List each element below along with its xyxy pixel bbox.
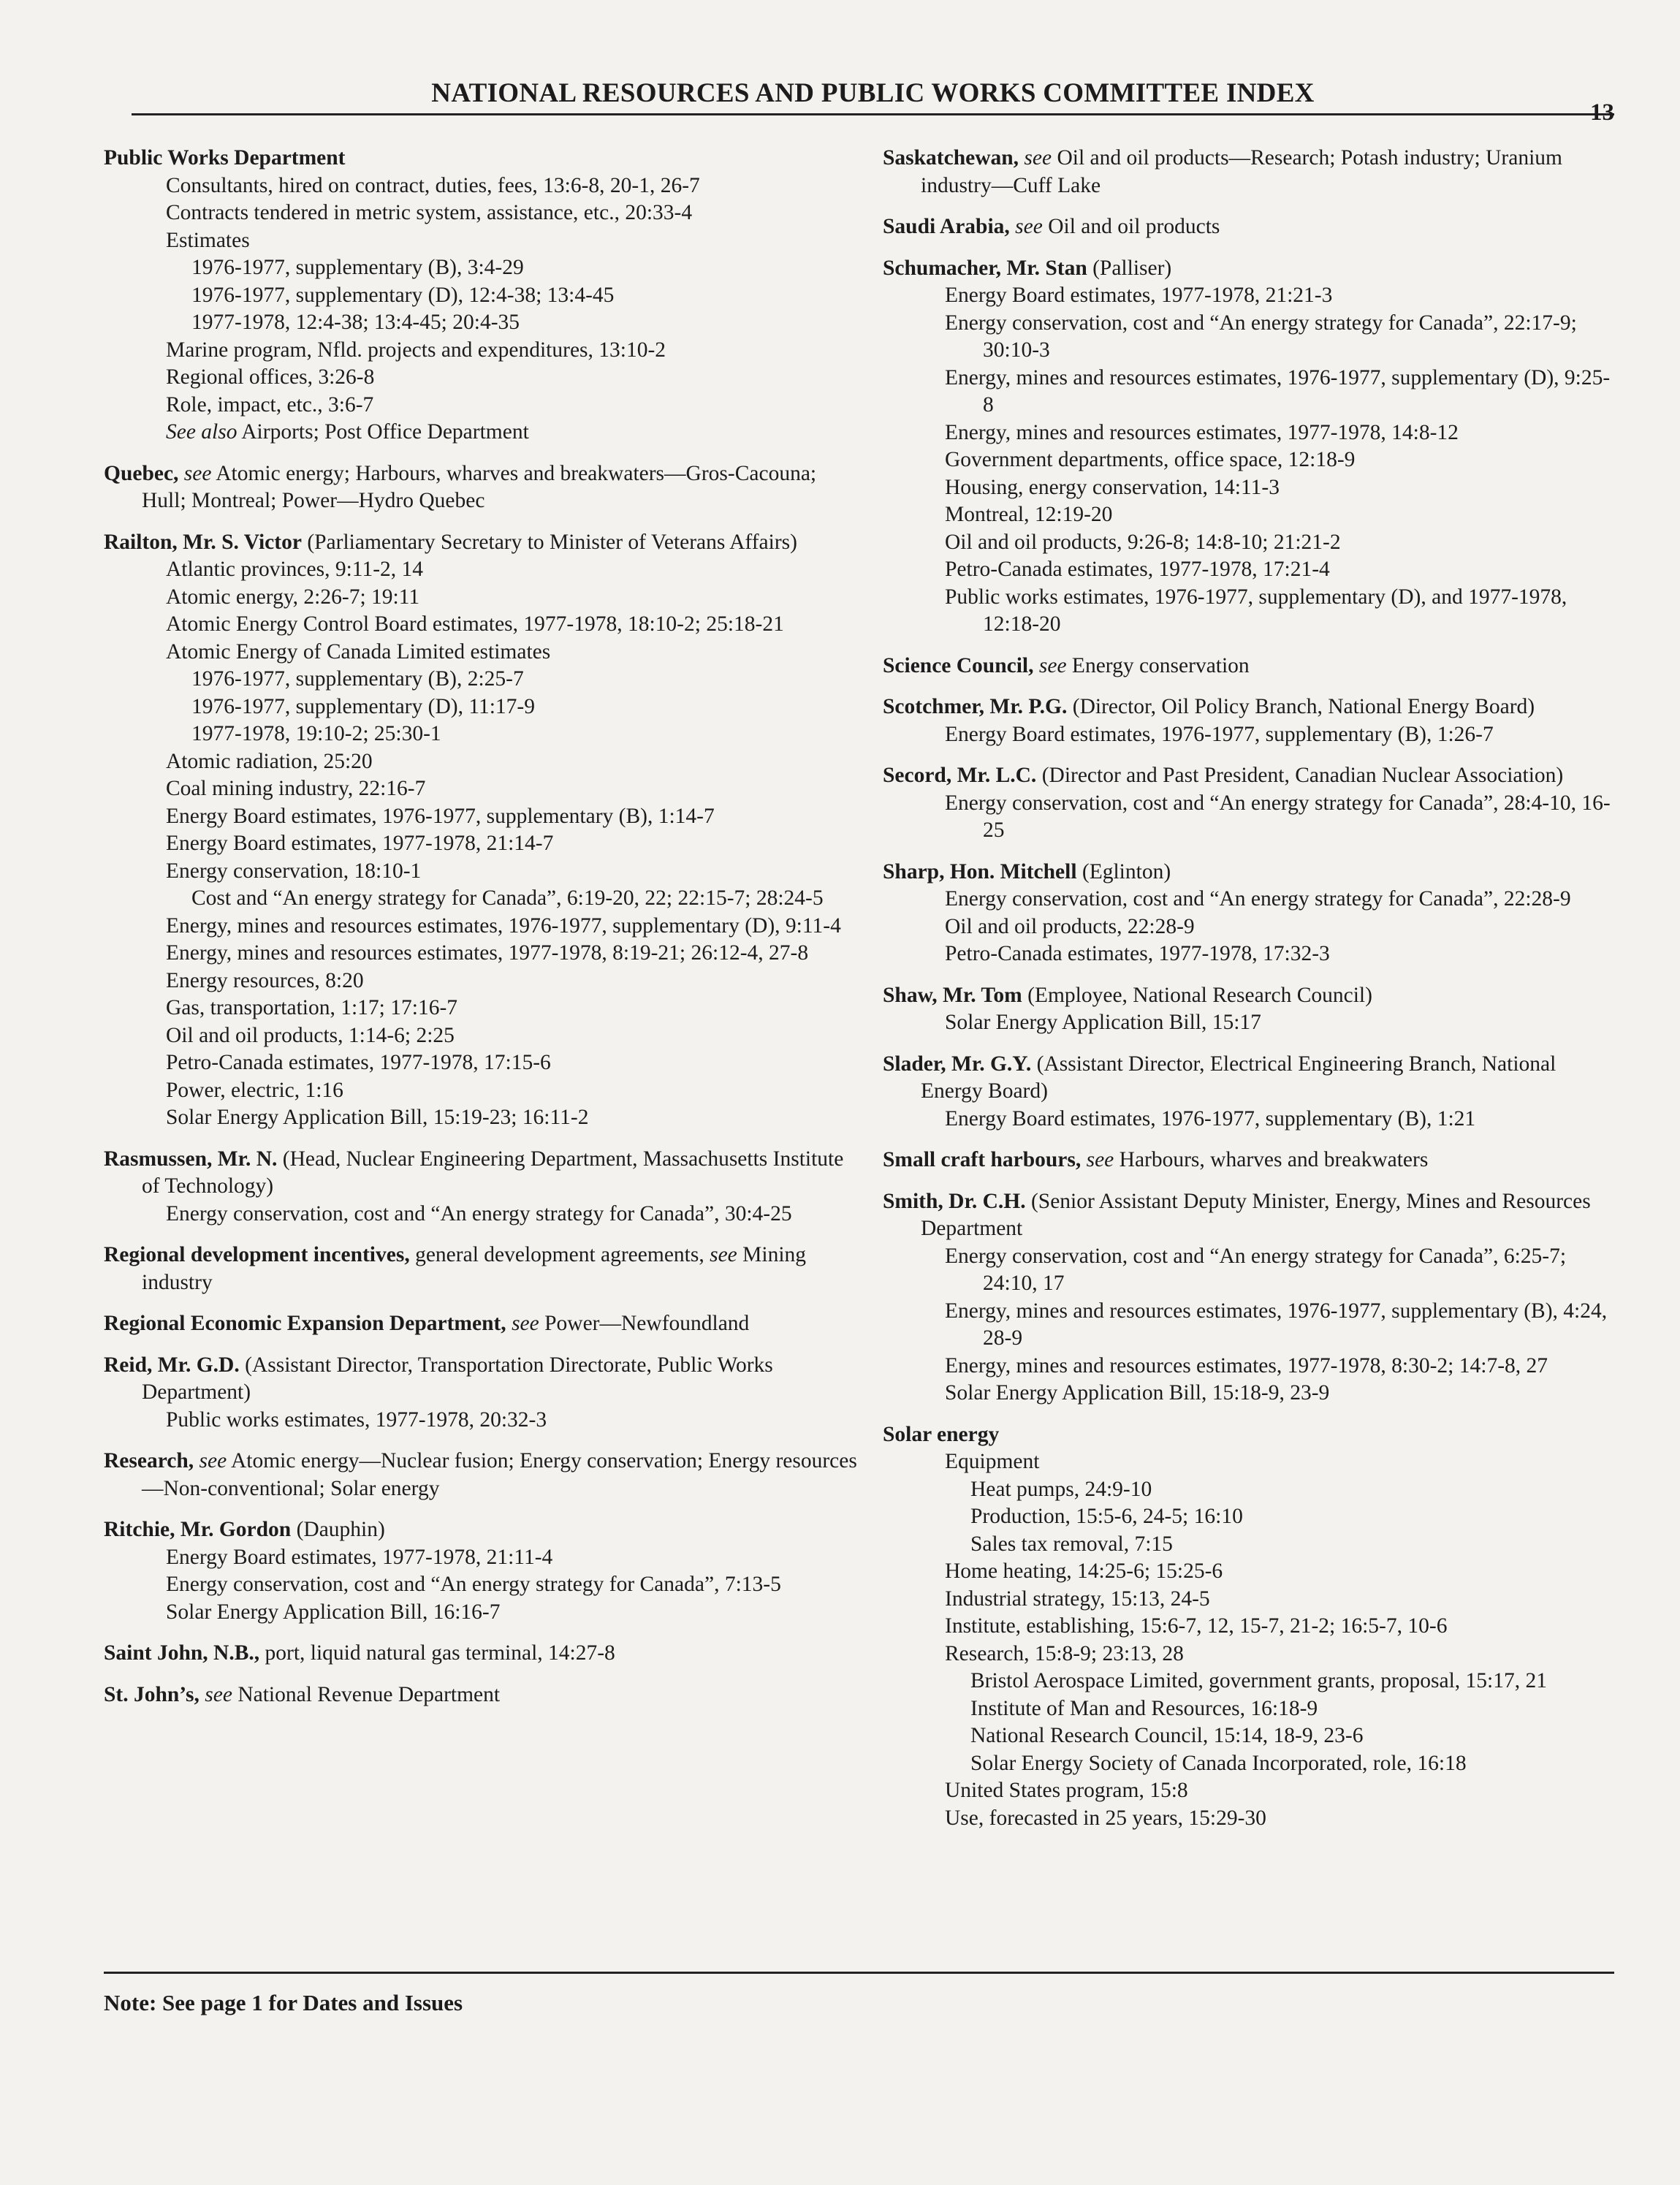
index-subentry: 1977-1978, 19:10-2; 25:30-1 — [191, 722, 441, 745]
index-entry-heading-line — [104, 1516, 864, 1544]
index-entry-heading-line — [883, 694, 1614, 721]
index-entry-heading-line — [104, 145, 864, 172]
index-subentry: Energy Board estimates, 1976-1977, supplementary (B), 1:21 — [945, 1106, 1476, 1130]
index-subentry: Solar Energy Application Bill, 15:19-23; 16:11-2 — [166, 1106, 589, 1129]
index-subentry: National Research Council, 15:14, 18-9, 23-6 — [970, 1724, 1364, 1747]
index-entry-heading: Science Council, — [883, 653, 1034, 677]
index-subentry: Energy conservation, cost and “An energy strategy for Canada”, 22:28-9 — [945, 887, 1571, 911]
index-entry — [883, 859, 1614, 968]
index-subentry: Energy, mines and resources estimates, 1977-1978, 8:30-2; 14:7-8, 27 — [945, 1353, 1548, 1378]
index-entry — [104, 1516, 864, 1626]
footer-note: Note: See page 1 for Dates and Issues — [104, 1990, 463, 2015]
index-entry-heading-line — [883, 255, 1614, 283]
cross-reference-marker: See also — [166, 420, 237, 444]
cross-reference-marker: see — [205, 1682, 232, 1706]
index-entry-heading: Quebec, — [104, 461, 179, 485]
index-subentry: Petro-Canada estimates, 1977-1978, 17:32-3 — [945, 942, 1330, 965]
index-entry-heading: Secord, Mr. L.C. — [883, 764, 1037, 787]
index-subentry: Housing, energy conservation, 14:11-3 — [945, 475, 1280, 499]
index-entry — [883, 1147, 1614, 1174]
page-footer — [104, 1972, 1614, 2016]
index-entry — [883, 145, 1614, 200]
cross-reference-marker: see — [1015, 215, 1043, 238]
index-subentry: Energy conservation, cost and “An energy strategy for Canada”, 6:25-7; 24:10, 17 — [945, 1244, 1567, 1295]
index-subentry: Petro-Canada estimates, 1977-1978, 17:15-6 — [166, 1051, 551, 1074]
index-entry-description: (Director and Past President, Canadian Nuclear Association) — [1041, 764, 1564, 787]
index-entry-heading-line — [883, 145, 1614, 200]
cross-reference-marker: see — [710, 1243, 737, 1266]
index-entry-heading: Reid, Mr. G.D. — [104, 1353, 240, 1377]
index-entry-heading-line — [104, 529, 864, 557]
index-subentry: Energy Board estimates, 1976-1977, supplementary (B), 1:14-7 — [166, 804, 715, 828]
index-entry-description: see Oil and oil products—Research; Potash industry; Uranium industry—Cuff Lake — [921, 146, 1562, 197]
index-entry-heading: Slader, Mr. G.Y. — [883, 1052, 1032, 1076]
index-subentry: 1976-1977, supplementary (B), 2:25-7 — [191, 667, 524, 691]
index-subentry: Use, forecasted in 25 years, 15:29-30 — [945, 1806, 1266, 1830]
index-entry — [883, 213, 1614, 241]
index-entry-heading-line — [883, 1188, 1614, 1243]
index-entry — [883, 762, 1614, 845]
index-entry-heading-line — [883, 213, 1614, 241]
index-subentry: Research, 15:8-9; 23:13, 28 — [945, 1641, 1184, 1665]
index-entry-description: (Dauphin) — [296, 1518, 385, 1541]
index-entry-heading: Shaw, Mr. Tom — [883, 983, 1022, 1007]
cross-reference-marker: see — [1024, 146, 1052, 170]
index-subentry: Energy conservation, cost and “An energy strategy for Canada”, 28:4-10, 16-25 — [945, 791, 1611, 842]
index-subentry: Atomic radiation, 25:20 — [166, 749, 373, 773]
index-subentry: Atlantic provinces, 9:11-2, 14 — [166, 558, 424, 581]
index-entry-heading-line — [883, 653, 1614, 680]
index-subentry: Montreal, 12:19-20 — [945, 503, 1113, 526]
index-subentry: Consultants, hired on contract, duties, fees, 13:6-8, 20-1, 26-7 — [166, 173, 700, 197]
index-entry — [104, 1310, 864, 1338]
page-number: 13 — [1590, 99, 1614, 126]
index-entry-description: (Eglinton) — [1082, 859, 1171, 884]
index-entry — [104, 529, 864, 1132]
index-subentry: Sales tax removal, 7:15 — [970, 1532, 1173, 1556]
index-entry — [104, 1448, 864, 1502]
index-entry-description: (Parliamentary Secretary to Minister of Veterans Affairs) — [307, 530, 797, 554]
index-subentry: Energy resources, 8:20 — [166, 968, 364, 992]
index-entry — [104, 1146, 864, 1228]
index-entry-heading: Research, — [104, 1449, 194, 1472]
index-entry-heading: Public Works Department — [104, 146, 346, 170]
index-entry-heading: Sharp, Hon. Mitchell — [883, 859, 1077, 884]
index-entry-heading: Ritchie, Mr. Gordon — [104, 1518, 292, 1541]
index-subentry: Cost and “An energy strategy for Canada”, 6:19-20, 22; 22:15-7; 28:24-5 — [191, 886, 824, 910]
index-entry-heading: Saudi Arabia, — [883, 215, 1010, 238]
index-subentry: Energy conservation, cost and “An energy strategy for Canada”, 30:4-25 — [166, 1201, 792, 1226]
index-entry-heading: Scotchmer, Mr. P.G. — [883, 695, 1068, 718]
index-entry-heading-line — [104, 1640, 864, 1668]
index-subentry: Energy Board estimates, 1977-1978, 21:11-4 — [166, 1545, 553, 1569]
index-subentry: Production, 15:5-6, 24-5; 16:10 — [970, 1505, 1243, 1528]
index-entry-description: (Employee, National Research Council) — [1027, 983, 1372, 1007]
index-entry — [104, 1682, 864, 1709]
index-entry-heading: Small craft harbours, — [883, 1148, 1082, 1171]
index-subentry: Oil and oil products, 22:28-9 — [945, 914, 1195, 938]
index-subentry: Energy, mines and resources estimates, 1976-1977, supplementary (D), 9:25-8 — [945, 365, 1611, 417]
index-subentry: Gas, transportation, 1:17; 17:16-7 — [166, 996, 458, 1019]
cross-reference-marker: see — [512, 1312, 539, 1335]
index-entry-description: (Senior Assistant Deputy Minister, Energy, Mines and Resources Department — [921, 1189, 1591, 1240]
index-entry-heading: Regional Economic Expansion Department, — [104, 1312, 506, 1335]
index-entry-description: (Palliser) — [1092, 256, 1172, 280]
index-entry-description: (Assistant Director, Electrical Engineering Branch, National Energy Board) — [921, 1052, 1557, 1103]
index-subentry: Energy Board estimates, 1977-1978, 21:14-7 — [166, 832, 554, 855]
index-entry — [883, 694, 1614, 748]
index-subentry: Energy conservation, cost and “An energy strategy for Canada”, 22:17-9; 30:10-3 — [945, 311, 1577, 362]
index-subentry: Energy, mines and resources estimates, 1976-1977, supplementary (D), 9:11-4 — [166, 913, 841, 938]
index-entry-heading: Solar energy — [883, 1422, 1000, 1446]
index-entry — [883, 653, 1614, 680]
index-entry-heading-line — [104, 1310, 864, 1338]
index-entry-heading-line — [104, 1242, 864, 1296]
index-entry-description: see Harbours, wharves and breakwaters — [1086, 1148, 1429, 1171]
index-entry — [104, 1242, 864, 1296]
index-subentry: Petro-Canada estimates, 1977-1978, 17:21-4 — [945, 558, 1330, 581]
index-subentry: Estimates — [166, 228, 250, 252]
index-entry-description: see Atomic energy—Nuclear fusion; Energy conservation; Energy resources—Non-conventional; Solar energy — [142, 1449, 857, 1500]
index-entry-heading-line — [883, 1421, 1614, 1449]
index-entry-description: see Atomic energy; Harbours, wharves and breakwaters—Gros-Cacouna; Hull; Montreal; Power—Hydro Quebec — [142, 461, 817, 512]
page-header — [132, 73, 1614, 126]
index-entry-heading: Railton, Mr. S. Victor — [104, 530, 302, 554]
index-entry-description: (Assistant Director, Transportation Directorate, Public Works Department) — [142, 1353, 773, 1404]
index-subentry: Atomic Energy Control Board estimates, 1977-1978, 18:10-2; 25:18-21 — [166, 612, 784, 636]
index-entry-heading-line — [104, 1352, 864, 1407]
index-entry-heading-line — [883, 762, 1614, 790]
index-entry-heading-line — [883, 1051, 1614, 1106]
cross-reference-marker: see — [1086, 1148, 1114, 1171]
index-entry — [104, 1640, 864, 1668]
index-subentry: Oil and oil products, 9:26-8; 14:8-10; 21:21-2 — [945, 530, 1341, 554]
index-subentry: Solar Energy Application Bill, 15:17 — [945, 1011, 1261, 1034]
index-subentry: Bristol Aerospace Limited, government grants, proposal, 15:17, 21 — [970, 1669, 1547, 1692]
index-entry — [104, 1352, 864, 1434]
index-subentry: Solar Energy Application Bill, 15:18-9, 23-9 — [945, 1381, 1330, 1405]
index-subentry: See also Airports; Post Office Department — [166, 420, 529, 444]
index-subentry: Public works estimates, 1976-1977, supplementary (D), and 1977-1978, 12:18-20 — [945, 585, 1567, 636]
index-entry-heading-line — [104, 1448, 864, 1502]
index-entry-heading: St. John’s, — [104, 1682, 199, 1706]
index-subentry: Atomic energy, 2:26-7; 19:11 — [166, 585, 420, 609]
index-subentry: Energy conservation, cost and “An energy strategy for Canada”, 7:13-5 — [166, 1573, 781, 1596]
index-entry — [104, 460, 864, 515]
index-entry-heading: Rasmussen, Mr. N. — [104, 1147, 278, 1171]
index-subentry: Power, electric, 1:16 — [166, 1078, 343, 1102]
running-title: NATIONAL RESOURCES AND PUBLIC WORKS COMMITTEE INDEX — [431, 78, 1315, 108]
index-entry-description: general development agreements, see Mining industry — [142, 1243, 807, 1294]
index-entry-description: (Head, Nuclear Engineering Department, Massachusetts Institute of Technology) — [142, 1147, 844, 1198]
index-subentry: Institute, establishing, 15:6-7, 12, 15-7, 21-2; 16:5-7, 10-6 — [945, 1614, 1448, 1638]
index-subentry: Coal mining industry, 22:16-7 — [166, 777, 426, 800]
index-subentry: Atomic Energy of Canada Limited estimates — [166, 639, 551, 664]
cross-reference-marker: see — [199, 1449, 227, 1472]
index-subentry: Home heating, 14:25-6; 15:25-6 — [945, 1559, 1223, 1583]
index-entry-description: (Director, Oil Policy Branch, National Energy Board) — [1072, 695, 1535, 718]
index-subentry: Public works estimates, 1977-1978, 20:32-3 — [166, 1407, 547, 1432]
index-subentry: Equipment — [945, 1450, 1040, 1473]
index-subentry: Institute of Man and Resources, 16:18-9 — [970, 1696, 1318, 1720]
index-subentry: Solar Energy Application Bill, 16:16-7 — [166, 1600, 501, 1624]
index-column-right — [883, 145, 1614, 1846]
index-subentry: Energy conservation, 18:10-1 — [166, 859, 422, 883]
cross-reference-marker: see — [183, 461, 212, 485]
index-entry-heading: Schumacher, Mr. Stan — [883, 256, 1087, 280]
index-entry-heading-line — [883, 1147, 1614, 1174]
index-entry-description: see Power—Newfoundland — [512, 1312, 750, 1335]
index-entry-heading-line — [883, 982, 1614, 1010]
index-subentry: 1977-1978, 12:4-38; 13:4-45; 20:4-35 — [191, 311, 520, 334]
index-entry-description: port, liquid natural gas terminal, 14:27-8 — [265, 1641, 615, 1665]
index-entry-description: see Energy conservation — [1038, 653, 1250, 677]
index-subentry: 1976-1977, supplementary (D), 11:17-9 — [191, 694, 535, 718]
index-entry-heading-line — [883, 859, 1614, 886]
index-subentry: Energy, mines and resources estimates, 1977-1978, 8:19-21; 26:12-4, 27-8 — [166, 941, 809, 965]
index-subentry: Oil and oil products, 1:14-6; 2:25 — [166, 1023, 455, 1047]
index-subentry: Energy Board estimates, 1976-1977, supplementary (B), 1:26-7 — [945, 722, 1494, 746]
index-entry-heading-line — [104, 1146, 864, 1201]
index-column-left — [104, 145, 864, 1722]
index-entry — [104, 145, 864, 446]
index-entry — [883, 1051, 1614, 1133]
cross-reference-marker: see — [1038, 653, 1067, 677]
index-entry — [883, 1421, 1614, 1833]
index-subentry: Government departments, office space, 12:18-9 — [945, 448, 1356, 471]
index-subentry: Regional offices, 3:26-8 — [166, 365, 375, 389]
index-subentry: Energy, mines and resources estimates, 1977-1978, 14:8-12 — [945, 420, 1459, 444]
index-entry — [883, 1188, 1614, 1407]
index-subentry: Energy Board estimates, 1977-1978, 21:21-3 — [945, 284, 1333, 307]
index-entry-heading-line — [104, 1682, 864, 1709]
index-subentry: Contracts tendered in metric system, assistance, etc., 20:33-4 — [166, 201, 693, 224]
index-subentry: 1976-1977, supplementary (D), 12:4-38; 13:4-45 — [191, 283, 615, 307]
index-entry-description: see National Revenue Department — [205, 1682, 501, 1706]
index-entry-heading: Saint John, N.B., — [104, 1641, 260, 1665]
index-entry-heading-line — [104, 460, 864, 515]
index-subentry: Heat pumps, 24:9-10 — [970, 1477, 1152, 1501]
index-entry-heading: Smith, Dr. C.H. — [883, 1189, 1026, 1213]
index-entry — [883, 982, 1614, 1037]
index-entry-heading: Regional development incentives, — [104, 1243, 410, 1266]
index-subentry: Energy, mines and resources estimates, 1976-1977, supplementary (B), 4:24, 28-9 — [945, 1299, 1608, 1350]
index-subentry: United States program, 15:8 — [945, 1779, 1188, 1802]
index-subentry: Marine program, Nfld. projects and expenditures, 13:10-2 — [166, 338, 666, 362]
index-entry-description: see Oil and oil products — [1015, 215, 1220, 238]
index-entry — [883, 255, 1614, 639]
index-subentry: Solar Energy Society of Canada Incorporated, role, 16:18 — [970, 1751, 1467, 1775]
index-subentry: Industrial strategy, 15:13, 24-5 — [945, 1586, 1210, 1611]
index-entry-heading: Saskatchewan, — [883, 146, 1019, 170]
index-subentry: Role, impact, etc., 3:6-7 — [166, 392, 374, 417]
index-subentry: 1976-1977, supplementary (B), 3:4-29 — [191, 256, 524, 279]
